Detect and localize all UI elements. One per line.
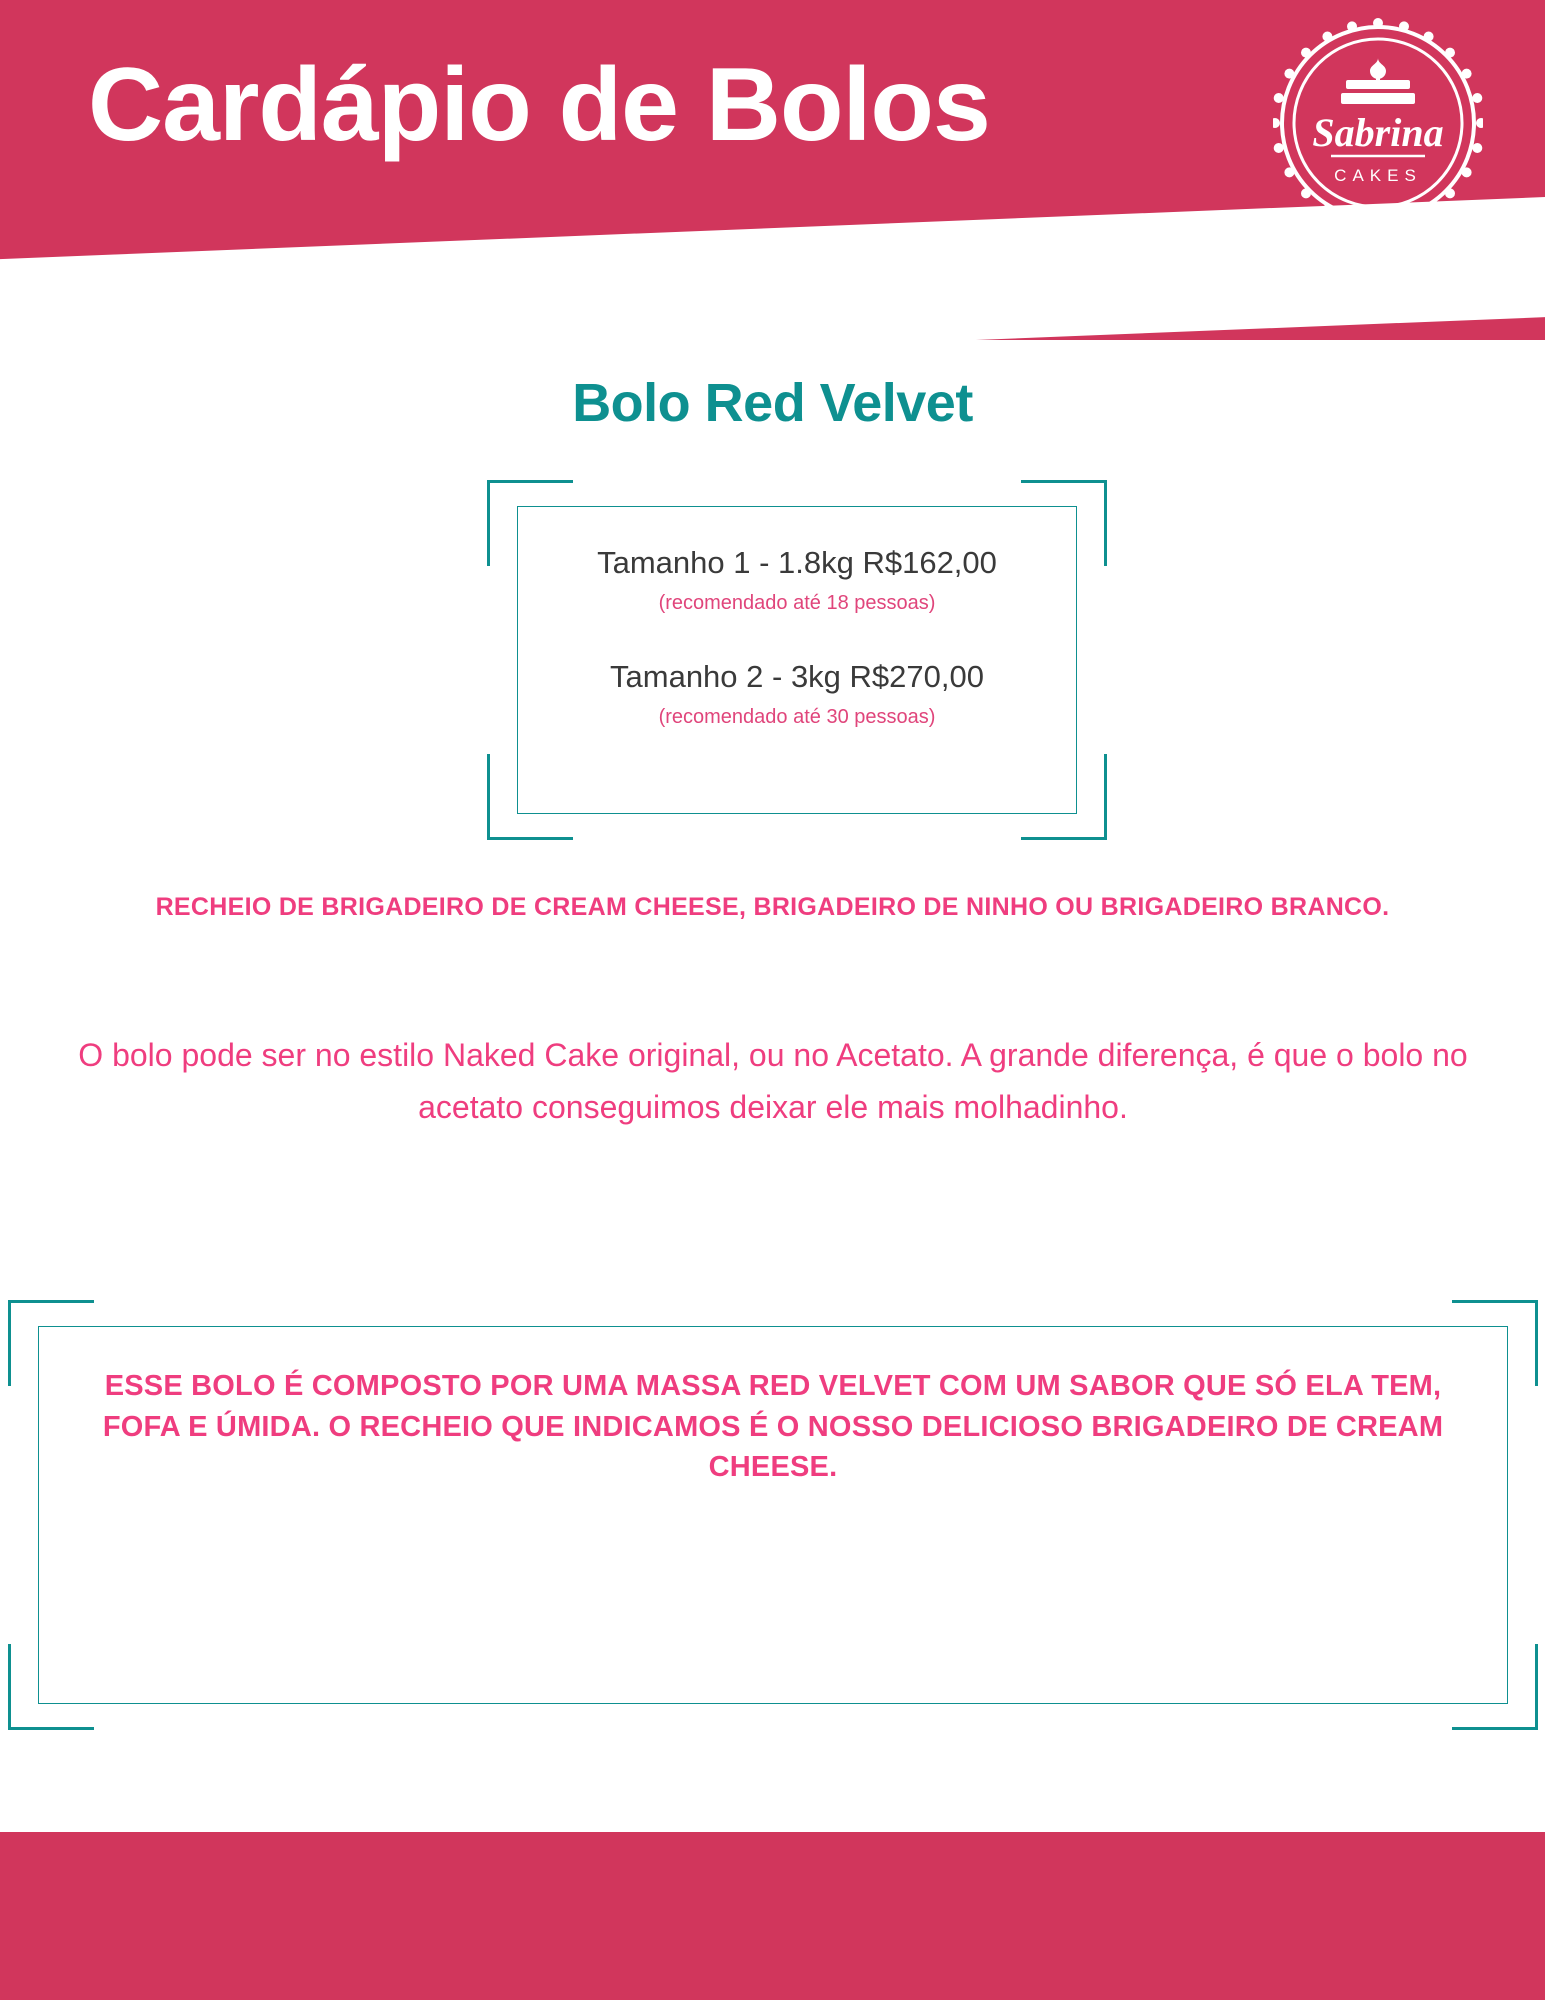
note-text: ESSE BOLO É COMPOSTO POR UMA MASSA RED VELVET COM UM SABOR QUE SÓ ELA TEM, FOFA E ÚMIDA. O RECHEIO QUE INDICAMOS É O NOSSO DELICIOSO BRIGADEIRO DE CREAM CHEESE. bbox=[102, 1370, 1444, 1484]
size-list bbox=[487, 542, 1107, 732]
size-1-note: (recomendado até 18 pessoas) bbox=[658, 591, 936, 614]
svg-text:CAKES: CAKES bbox=[1334, 166, 1422, 185]
header-banner bbox=[0, 0, 1545, 340]
size-1-label: Tamanho 1 - 1.8kg R$162,00 bbox=[597, 545, 997, 580]
size-2-label: Tamanho 2 - 3kg R$270,00 bbox=[610, 658, 984, 694]
sabrina-cakes-logo bbox=[1273, 18, 1483, 228]
note-box bbox=[8, 1300, 1538, 1730]
price-box bbox=[487, 480, 1107, 840]
size-option-1 bbox=[487, 542, 1107, 618]
svg-text:Sabrina: Sabrina bbox=[1312, 110, 1444, 155]
cake-title: Bolo Red Velvet bbox=[572, 373, 973, 433]
filling-text: RECHEIO DE BRIGADEIRO DE CREAM CHEESE, BRIGADEIRO DE NINHO OU BRIGADEIRO BRANCO. bbox=[155, 893, 1390, 921]
size-option-2 bbox=[487, 656, 1107, 732]
header-slant-decoration bbox=[0, 195, 1545, 340]
page-title: Cardápio de Bolos bbox=[88, 47, 990, 163]
footer-banner bbox=[0, 1832, 1545, 2000]
description-text: O bolo pode ser no estilo Naked Cake original, ou no Acetato. A grande diferença, é que o bolo no acetato conseguimos deixar ele mais molhadinho. bbox=[78, 1037, 1468, 1125]
size-2-note: (recomendado até 30 pessoas) bbox=[658, 705, 936, 728]
